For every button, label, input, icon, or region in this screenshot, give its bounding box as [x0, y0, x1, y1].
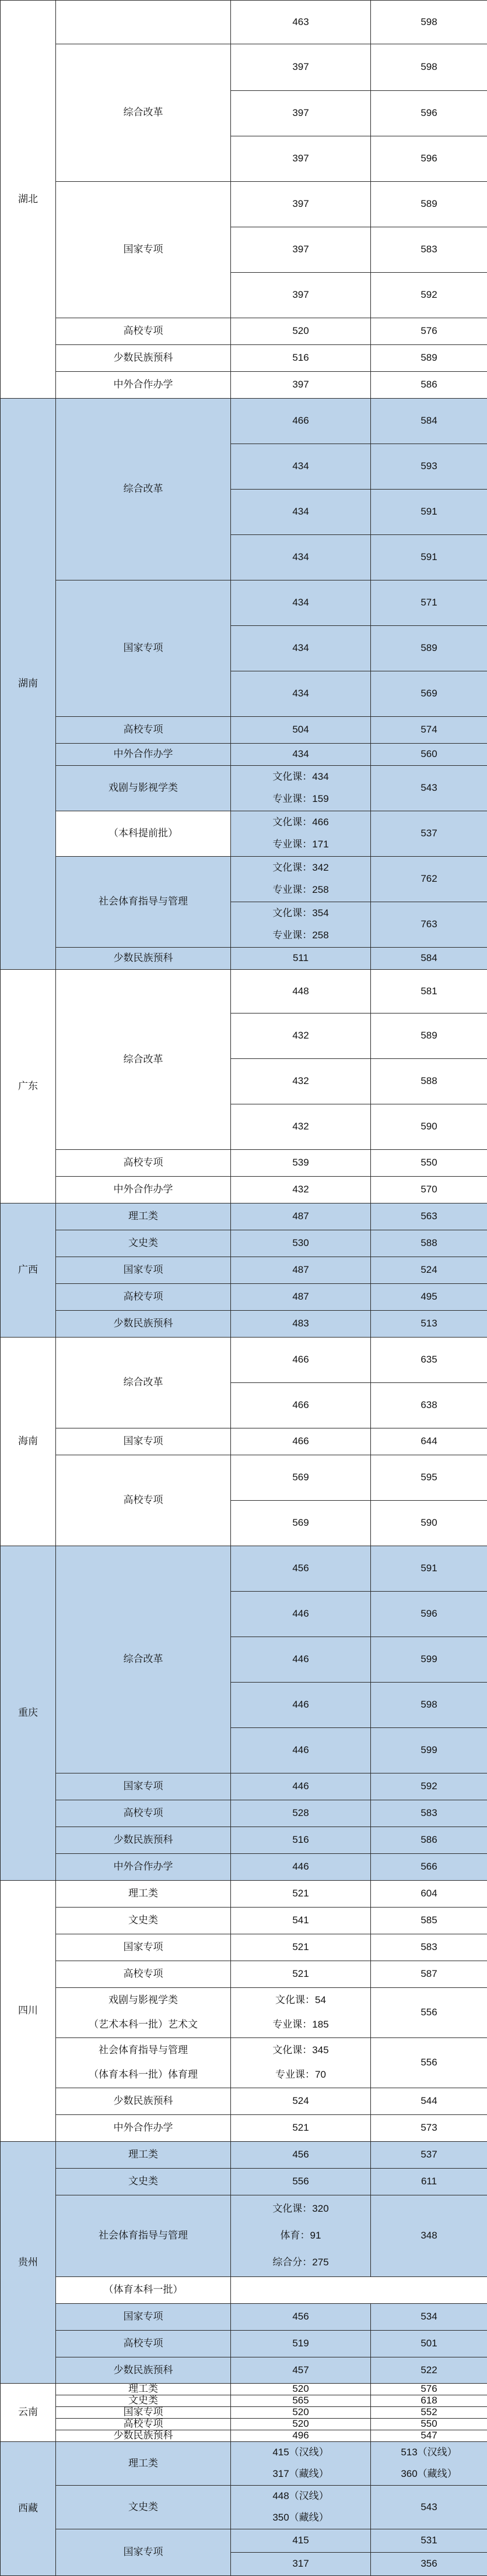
category-cell: 国家专项: [55, 2529, 231, 2576]
category-cell: 少数民族预科: [55, 344, 231, 372]
high-score-cell: 644: [370, 1428, 487, 1455]
low-score-cell: 516: [230, 344, 371, 372]
category-cell: 理工类: [55, 2441, 231, 2486]
high-score-cell: 592: [370, 272, 487, 318]
low-score-cell: [230, 765, 371, 811]
category-cell: 文史类: [55, 2485, 231, 2529]
low-score-cell: 397: [230, 90, 371, 136]
province-cell: 广东: [0, 969, 56, 1203]
category-cell: 高校专项: [55, 1455, 231, 1546]
high-score-cell: [370, 2441, 487, 2486]
high-score-cell: 589: [370, 344, 487, 372]
high-score-cell: 581: [370, 969, 487, 1013]
low-score-cell: 432: [230, 1058, 371, 1104]
low-score-cell: 434: [230, 444, 371, 490]
category-cell: 综合改革: [55, 969, 231, 1150]
low-score-cell: 487: [230, 1283, 371, 1311]
high-score-cell: 583: [370, 227, 487, 273]
category-cell: 国家专项: [55, 1773, 231, 1800]
low-score-cell: 446: [230, 1591, 371, 1637]
high-score-cell: 596: [370, 90, 487, 136]
category-cell-line: 社会体育指导与管理: [99, 2044, 188, 2056]
high-score-cell: 543: [370, 765, 487, 811]
high-score-cell: 576: [370, 2383, 487, 2395]
high-score-cell: 590: [370, 1104, 487, 1150]
low-score-cell: [230, 902, 371, 948]
low-score-cell: 520: [230, 2383, 371, 2395]
category-cell: 国家专项: [55, 580, 231, 717]
high-score-cell: 522: [370, 2357, 487, 2384]
high-score-cell: 586: [370, 371, 487, 399]
category-cell: 中外合作办学: [55, 1176, 231, 1203]
category-cell: 高校专项: [55, 2418, 231, 2430]
category-cell: 社会体育指导与管理: [55, 856, 231, 948]
high-score-cell: 598: [370, 1682, 487, 1728]
high-score-cell: 596: [370, 136, 487, 182]
low-score-cell: 446: [230, 1727, 371, 1773]
high-score-cell: 550: [370, 1149, 487, 1177]
low-score-cell: 521: [230, 1934, 371, 1961]
low-score-cell-line: 448（汉线）: [272, 2490, 329, 2502]
high-score-cell: 556: [370, 2037, 487, 2088]
high-score-cell-line: 360（藏线）: [401, 2468, 457, 2480]
high-score-cell: 574: [370, 716, 487, 744]
high-score-cell: 604: [370, 1880, 487, 1908]
low-score-cell: 504: [230, 716, 371, 744]
low-score-cell: 456: [230, 2303, 371, 2331]
low-score-cell: 446: [230, 1682, 371, 1728]
category-cell: 文史类: [55, 2395, 231, 2407]
category-cell: 少数民族预科: [55, 2357, 231, 2384]
high-score-cell: 584: [370, 398, 487, 444]
high-score-cell: 501: [370, 2330, 487, 2357]
category-cell: 高校专项: [55, 1800, 231, 1827]
high-score-cell: 566: [370, 1853, 487, 1881]
low-score-cell-line: 专业课：258: [272, 930, 329, 941]
low-score-cell-line: 体育：91: [280, 2230, 321, 2241]
high-score-cell: 560: [370, 743, 487, 766]
high-score-cell: 513: [370, 1310, 487, 1338]
low-score-cell: 528: [230, 1800, 371, 1827]
low-score-cell: 448: [230, 969, 371, 1013]
high-score-cell: 589: [370, 1013, 487, 1059]
low-score-cell: 415: [230, 2529, 371, 2553]
category-cell: 文史类: [55, 1230, 231, 1257]
low-score-cell: 556: [230, 2168, 371, 2195]
low-score-cell-line: 317（藏线）: [272, 2468, 329, 2480]
category-cell: 国家专项: [55, 181, 231, 318]
low-score-cell-line: 文化课：434: [272, 770, 329, 782]
high-score-cell: 588: [370, 1058, 487, 1104]
low-score-cell: 511: [230, 947, 371, 970]
low-score-cell: 487: [230, 1257, 371, 1284]
low-score-cell: 524: [230, 2088, 371, 2115]
category-cell: （体育本科一批）: [55, 2276, 231, 2304]
category-cell: 综合改革: [55, 398, 231, 580]
low-score-cell: [230, 2441, 371, 2486]
high-score-cell: 592: [370, 1773, 487, 1800]
category-cell: [55, 0, 231, 44]
province-cell: 西藏: [0, 2441, 56, 2576]
high-score-cell: 576: [370, 318, 487, 345]
low-score-cell: [230, 2037, 371, 2088]
low-score-cell: [230, 2195, 371, 2277]
category-cell: 国家专项: [55, 2303, 231, 2331]
category-cell: [55, 1987, 231, 2038]
high-score-cell: 537: [370, 811, 487, 857]
high-score-cell: 599: [370, 1727, 487, 1773]
high-score-cell: 589: [370, 625, 487, 671]
category-cell: 国家专项: [55, 2406, 231, 2419]
low-score-cell: 397: [230, 227, 371, 273]
category-cell: 少数民族预科: [55, 1310, 231, 1338]
high-score-cell-line: 513（汉线）: [401, 2447, 457, 2458]
low-score-cell: 521: [230, 1961, 371, 1988]
low-score-cell: [230, 2485, 371, 2529]
high-score-cell: 588: [370, 1230, 487, 1257]
low-score-cell: 569: [230, 1500, 371, 1546]
low-score-cell: 569: [230, 1455, 371, 1501]
low-score-cell: 446: [230, 1773, 371, 1800]
low-score-cell: 565: [230, 2395, 371, 2407]
low-score-cell: 397: [230, 371, 371, 399]
category-cell: （本科提前批）: [55, 811, 231, 857]
high-score-cell: 638: [370, 1382, 487, 1428]
province-cell: 湖北: [0, 0, 56, 399]
high-score-cell: 571: [370, 580, 487, 626]
category-cell: 理工类: [55, 2141, 231, 2169]
low-score-cell: [230, 1987, 371, 2038]
high-score-cell: 590: [370, 1500, 487, 1546]
low-score-cell: 483: [230, 1310, 371, 1338]
low-score-cell: 541: [230, 1907, 371, 1934]
high-score-cell: 593: [370, 444, 487, 490]
province-cell: 湖南: [0, 398, 56, 970]
high-score-cell: 635: [370, 1337, 487, 1383]
low-score-cell: 520: [230, 2418, 371, 2430]
high-score-cell: 563: [370, 1203, 487, 1230]
low-score-cell: 432: [230, 1013, 371, 1059]
high-score-cell: 596: [370, 1591, 487, 1637]
low-score-cell: 456: [230, 1546, 371, 1592]
low-score-cell: 466: [230, 1428, 371, 1455]
category-cell: 理工类: [55, 2383, 231, 2395]
low-score-cell: 397: [230, 272, 371, 318]
high-score-cell: 573: [370, 2114, 487, 2142]
high-score-cell: 583: [370, 1800, 487, 1827]
low-score-cell-line: 专业课：185: [272, 2019, 329, 2030]
low-score-cell: 434: [230, 625, 371, 671]
low-score-cell: 496: [230, 2430, 371, 2442]
low-score-cell-line: 415（汉线）: [272, 2447, 329, 2458]
category-cell: 综合改革: [55, 1546, 231, 1773]
high-score-cell: 524: [370, 1257, 487, 1284]
category-cell: 文史类: [55, 1907, 231, 1934]
high-score-cell: 599: [370, 1637, 487, 1683]
high-score-cell: 611: [370, 2168, 487, 2195]
category-cell: 中外合作办学: [55, 2114, 231, 2142]
high-score-cell: 591: [370, 489, 487, 535]
high-score-cell: 598: [370, 0, 487, 44]
high-score-cell: 589: [370, 181, 487, 227]
category-cell: 综合改革: [55, 1337, 231, 1428]
high-score-cell: 569: [370, 671, 487, 717]
high-score-cell: 544: [370, 2088, 487, 2115]
high-score-cell: 570: [370, 1176, 487, 1203]
low-score-cell: 466: [230, 1337, 371, 1383]
high-score-cell: 585: [370, 1907, 487, 1934]
category-cell: 国家专项: [55, 1428, 231, 1455]
high-score-cell: 495: [370, 1283, 487, 1311]
low-score-cell-line: 文化课：345: [272, 2044, 329, 2056]
low-score-cell-line: 综合分：275: [272, 2257, 329, 2268]
low-score-cell: 446: [230, 1853, 371, 1881]
low-score-cell: 434: [230, 580, 371, 626]
low-score-cell: [230, 856, 371, 902]
low-score-cell: 434: [230, 489, 371, 535]
low-score-cell: 519: [230, 2330, 371, 2357]
high-score-cell: 591: [370, 1546, 487, 1592]
high-score-cell: 356: [370, 2552, 487, 2576]
province-cell: 四川: [0, 1880, 56, 2142]
high-score-cell: 537: [370, 2141, 487, 2169]
low-score-cell: 516: [230, 1827, 371, 1854]
category-cell: 戏剧与影视学类: [55, 765, 231, 811]
low-score-cell: 397: [230, 44, 371, 91]
province-cell: 贵州: [0, 2141, 56, 2384]
high-score-cell: 586: [370, 1827, 487, 1854]
low-score-cell-line: 文化课：354: [272, 907, 329, 919]
low-score-cell: 521: [230, 2114, 371, 2142]
province-cell: 广西: [0, 1203, 56, 1338]
high-score-cell: 762: [370, 856, 487, 902]
low-score-cell-line: 文化课：342: [272, 861, 329, 873]
high-score-cell: 763: [370, 902, 487, 948]
low-score-cell: 539: [230, 1149, 371, 1177]
low-score-cell: 530: [230, 1230, 371, 1257]
high-score-cell: 543: [370, 2485, 487, 2529]
high-score-cell: 550: [370, 2418, 487, 2430]
low-score-cell-line: 专业课：171: [272, 839, 329, 850]
low-score-cell: 466: [230, 1382, 371, 1428]
province-cell: 海南: [0, 1337, 56, 1546]
category-cell: 高校专项: [55, 2330, 231, 2357]
category-cell-line: 戏剧与影视学类: [108, 1994, 178, 2005]
category-cell: 综合改革: [55, 44, 231, 182]
low-score-cell: 521: [230, 1880, 371, 1908]
high-score-cell: 584: [370, 947, 487, 970]
high-score-cell: 591: [370, 534, 487, 580]
category-cell: 少数民族预科: [55, 1827, 231, 1854]
low-score-cell-line: 专业课：159: [272, 793, 329, 805]
low-score-cell: 397: [230, 181, 371, 227]
low-score-cell: 466: [230, 398, 371, 444]
high-score-cell: 587: [370, 1961, 487, 1988]
low-score-cell: 434: [230, 534, 371, 580]
category-cell: 高校专项: [55, 716, 231, 744]
category-cell: 少数民族预科: [55, 2430, 231, 2442]
category-cell: 高校专项: [55, 1283, 231, 1311]
high-score-cell: 556: [370, 1987, 487, 2038]
category-cell: 理工类: [55, 1880, 231, 1908]
low-score-cell-line: 文化课：54: [275, 1994, 326, 2005]
category-cell-line: （艺术本科一批）艺术文: [89, 2019, 198, 2030]
category-cell: 高校专项: [55, 318, 231, 345]
low-score-cell: 434: [230, 671, 371, 717]
low-score-cell: [230, 811, 371, 857]
low-score-cell: 317: [230, 2552, 371, 2576]
high-score-cell: 552: [370, 2406, 487, 2419]
province-cell: 重庆: [0, 1546, 56, 1881]
low-score-cell: 520: [230, 2406, 371, 2419]
category-cell: 高校专项: [55, 1961, 231, 1988]
category-cell: 国家专项: [55, 1257, 231, 1284]
category-cell: [55, 2037, 231, 2088]
high-score-cell: 534: [370, 2303, 487, 2331]
category-cell: 国家专项: [55, 1934, 231, 1961]
category-cell: 理工类: [55, 1203, 231, 1230]
low-score-cell-line: 350（藏线）: [272, 2512, 329, 2524]
category-cell: 少数民族预科: [55, 2088, 231, 2115]
low-score-cell: 456: [230, 2141, 371, 2169]
province-cell: 云南: [0, 2383, 56, 2442]
low-score-cell: 434: [230, 743, 371, 766]
category-cell-line: （体育本科一批）体育理: [89, 2069, 198, 2081]
high-score-cell: 531: [370, 2529, 487, 2553]
low-score-cell: 457: [230, 2357, 371, 2384]
category-cell: 高校专项: [55, 1149, 231, 1177]
low-score-cell-line: 专业课：258: [272, 884, 329, 896]
low-score-cell-line: 专业课：70: [275, 2069, 326, 2081]
high-score-cell: 598: [370, 44, 487, 91]
category-cell: 中外合作办学: [55, 371, 231, 399]
category-cell: 中外合作办学: [55, 743, 231, 766]
low-score-cell: 432: [230, 1104, 371, 1150]
high-score-cell: 595: [370, 1455, 487, 1501]
low-score-cell: 487: [230, 1203, 371, 1230]
category-cell: 文史类: [55, 2168, 231, 2195]
low-score-cell-line: 文化课：466: [272, 816, 329, 828]
category-cell: 少数民族预科: [55, 947, 231, 970]
low-score-cell-line: 文化课：320: [272, 2202, 329, 2214]
high-score-cell: 547: [370, 2430, 487, 2442]
category-cell: 社会体育指导与管理: [55, 2195, 231, 2277]
low-score-cell: 520: [230, 318, 371, 345]
low-score-cell: 463: [230, 0, 371, 44]
low-score-cell: 397: [230, 136, 371, 182]
high-score-cell: 618: [370, 2395, 487, 2407]
category-cell: 中外合作办学: [55, 1853, 231, 1881]
low-score-cell: 446: [230, 1637, 371, 1683]
high-score-cell: 348: [370, 2195, 487, 2277]
low-score-cell: 432: [230, 1176, 371, 1203]
high-score-cell: 583: [370, 1934, 487, 1961]
